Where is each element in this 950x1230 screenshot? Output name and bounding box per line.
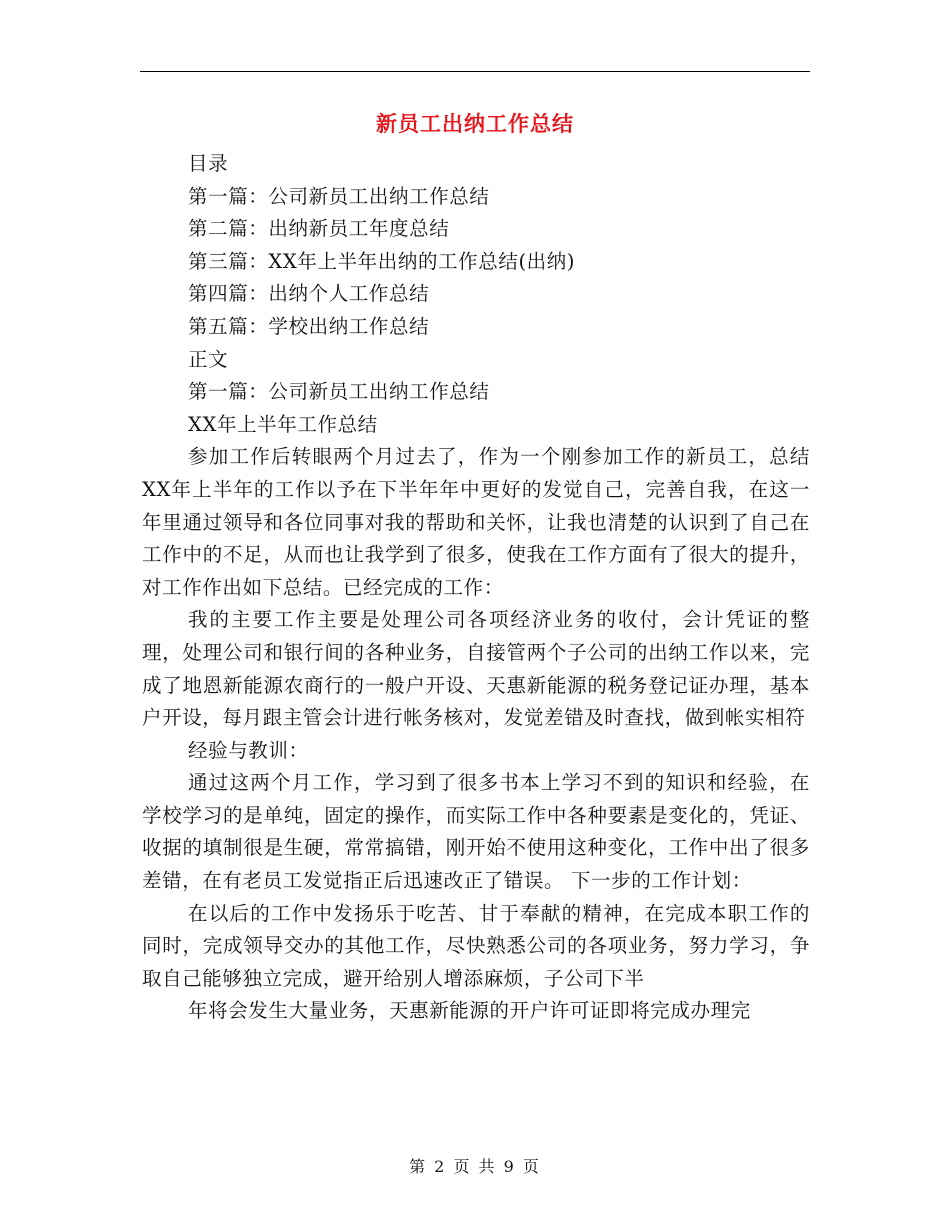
toc-item: 第四篇：出纳个人工作总结 bbox=[188, 282, 430, 306]
header-rule bbox=[140, 71, 810, 72]
document-title: 新员工出纳工作总结 bbox=[376, 112, 574, 136]
paragraph: 在以后的工作中发扬乐于吃苦、甘于奉献的精神，在完成本职工作的同时，完成领导交办的其他工作，尽快熟悉公司的各项业务，努力学习，争取自己能够独立完成，避开给别人增添麻烦，子公司下半 bbox=[142, 901, 810, 990]
paragraph: 经验与教训： bbox=[188, 738, 309, 762]
document-body bbox=[142, 148, 810, 1028]
paragraph: 我的主要工作主要是处理公司各项经济业务的收付，会计凭证的整理，处理公司和银行间的各种业务，自接管两个子公司的出纳工作以来，完成了地恩新能源农商行的一般户开设、天惠新能源的税务登记证办理，基本户开设，每月跟主管会计进行帐务核对，发觉差错及时查找，做到帐实相符 bbox=[142, 608, 810, 730]
toc-heading: 目录 bbox=[188, 152, 229, 175]
toc-item: 第一篇：公司新员工出纳工作总结 bbox=[188, 184, 490, 208]
toc-item: 第二篇：出纳新员工年度总结 bbox=[188, 217, 450, 241]
toc-item: 第五篇：学校出纳工作总结 bbox=[188, 314, 430, 338]
section-title: 第一篇：公司新员工出纳工作总结 bbox=[188, 380, 490, 404]
paragraph: 通过这两个月工作，学习到了很多书本上学习不到的知识和经验，在学校学习的是单纯，固定的操作，而实际工作中各种要素是变化的，凭证、收据的填制很是生硬，常常搞错，刚开始不使用这种变化，工作中出了很多差错，在有老员工发觉指正后迅速改正了错误。 下一步的工作计划： bbox=[142, 771, 810, 893]
paragraph: 参加工作后转眼两个月过去了，作为一个刚参加工作的新员工，总结XX年上半年的工作以予在下半年年中更好的发觉自己，完善自我，在这一年里通过领导和各位同事对我的帮助和关怀，让我也清楚的认识到了自己在工作中的不足，从而也让我学到了很多，使我在工作方面有了很大的提升，对工作作出如下总结。已经完成的工作： bbox=[142, 445, 810, 599]
section-subtitle: XX年上半年工作总结 bbox=[188, 412, 378, 436]
toc-item: 第三篇：XX年上半年出纳的工作总结(出纳) bbox=[188, 249, 576, 273]
page-number: 第 2 页 共 9 页 bbox=[409, 1157, 541, 1176]
paragraph: 年将会发生大量业务，天惠新能源的开户许可证即将完成办理完 bbox=[188, 999, 751, 1023]
body-heading: 正文 bbox=[188, 347, 229, 371]
